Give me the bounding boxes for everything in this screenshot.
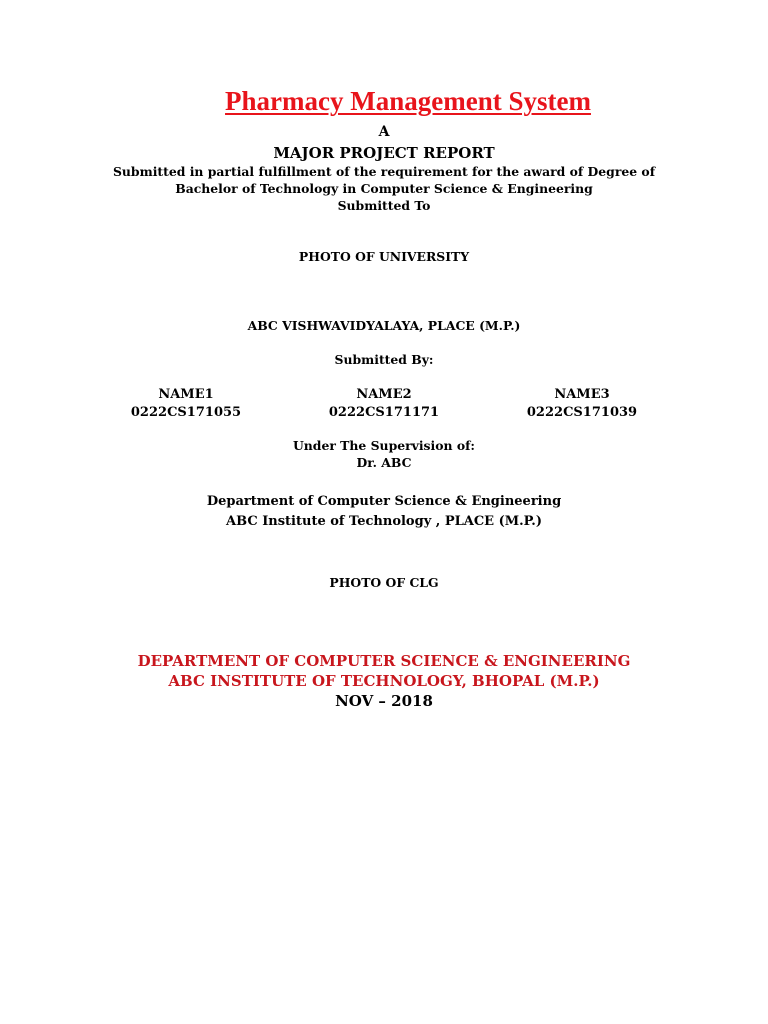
student-name: NAME1 [158, 387, 214, 402]
supervisor-name: Dr. ABC [356, 455, 412, 470]
college-photo-placeholder: PHOTO OF CLG [329, 575, 439, 590]
student-name: NAME3 [554, 387, 610, 402]
student-name: NAME2 [356, 387, 412, 402]
student-roll-number: 0222CS171039 [526, 405, 638, 420]
submitted-by-label: Submitted By: [334, 352, 434, 367]
submission-line-2: Bachelor of Technology in Computer Science & Engineering [175, 181, 593, 196]
student-entry [284, 386, 484, 422]
article-a: A [378, 124, 390, 140]
student-list [0, 386, 768, 426]
institute-name: ABC Institute of Technology , PLACE (M.P.) [226, 514, 542, 529]
university-photo-placeholder: PHOTO OF UNIVERSITY [298, 249, 470, 264]
submitted-to-label: Submitted To [337, 198, 431, 213]
report-title: Pharmacy Management System [225, 86, 591, 116]
student-roll-number: 0222CS171055 [130, 405, 242, 420]
footer-department: DEPARTMENT OF COMPUTER SCIENCE & ENGINEERING [137, 652, 631, 670]
report-type: MAJOR PROJECT REPORT [273, 144, 495, 162]
university-name: ABC VISHWAVIDYALAYA, PLACE (M.P.) [247, 318, 521, 333]
submission-line-1: Submitted in partial fulfillment of the requirement for the award of Degree of [112, 164, 656, 179]
student-roll-number: 0222CS171171 [328, 405, 440, 420]
student-entry [86, 386, 286, 422]
department-name: Department of Computer Science & Engineering [206, 494, 562, 509]
footer-institute: ABC INSTITUTE OF TECHNOLOGY, BHOPAL (M.P.) [168, 672, 600, 690]
supervision-label: Under The Supervision of: [292, 438, 475, 453]
student-entry [482, 386, 682, 422]
footer-date: NOV – 2018 [335, 692, 433, 710]
